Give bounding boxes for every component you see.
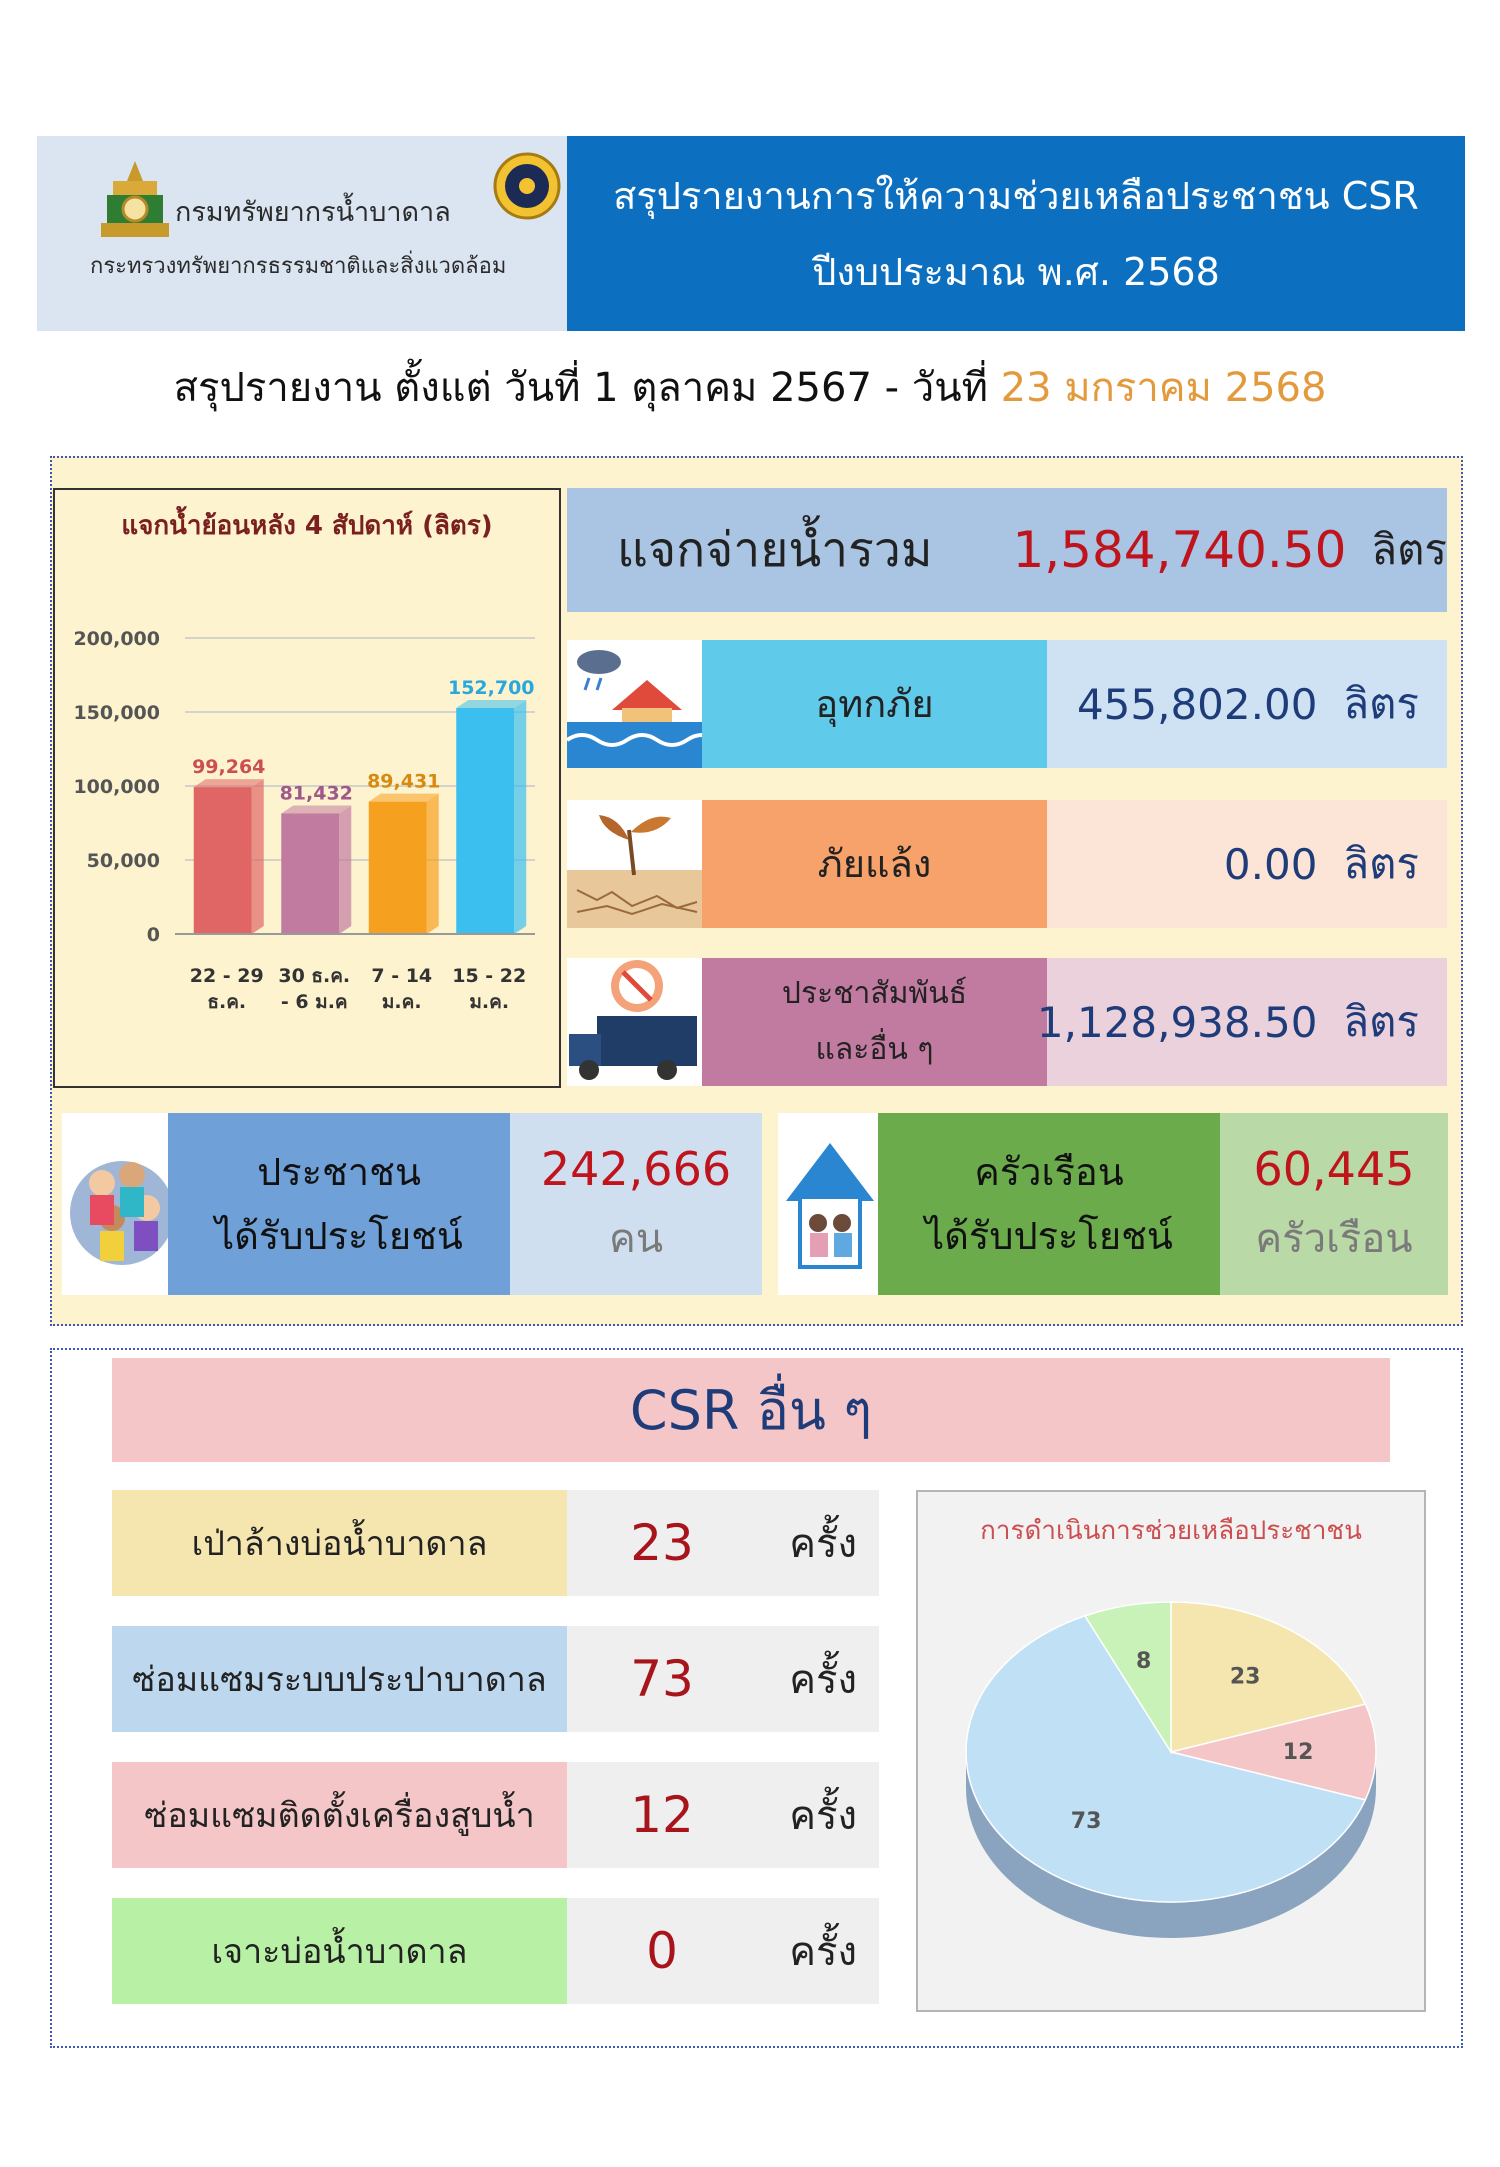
x-tick-label: 22 - 29 bbox=[189, 965, 264, 987]
bar-side bbox=[252, 779, 264, 934]
bar-value-label: 152,700 bbox=[447, 677, 535, 700]
bar-value-label: 99,264 bbox=[192, 756, 266, 779]
csr-item-label: ซ่อมแซมระบบประปาบาดาล bbox=[112, 1626, 567, 1732]
header-logo-panel bbox=[37, 136, 567, 331]
pie-title: การดำเนินการช่วยเหลือประชาชน bbox=[980, 1516, 1362, 1546]
bar-value-label: 89,431 bbox=[367, 770, 441, 793]
pie-chart-box bbox=[916, 1490, 1426, 2012]
y-tick-label: 100,000 bbox=[73, 776, 160, 798]
pr-value-box bbox=[1036, 958, 1447, 1086]
drought-label: ภัยแล้ง bbox=[702, 800, 1047, 928]
drought-value-box bbox=[1047, 800, 1447, 928]
people-value-box bbox=[510, 1113, 762, 1295]
y-tick-label: 0 bbox=[146, 924, 160, 946]
flood-icon bbox=[567, 640, 702, 768]
x-tick-label: 15 - 22 bbox=[452, 965, 527, 987]
fiscal-year: ปีงบประมาณ พ.ศ. 2568 bbox=[812, 249, 1220, 294]
chart-title: แจกน้ำย้อนหลัง 4 สัปดาห์ (ลิตร) bbox=[121, 511, 493, 541]
csr-item-value-box bbox=[567, 1898, 879, 2004]
pie-slice-label: 23 bbox=[1229, 1664, 1261, 1690]
bar-top bbox=[194, 779, 264, 787]
water-truck-icon bbox=[567, 958, 702, 1086]
ministry-seal-icon bbox=[492, 151, 562, 221]
department-emblem-icon bbox=[37, 136, 567, 331]
drought-icon bbox=[567, 800, 702, 928]
pr-label bbox=[702, 958, 1047, 1086]
bar-side bbox=[514, 700, 526, 934]
csr-item-value: 73 bbox=[630, 1650, 694, 1708]
households-label-line1: ครัวเรือน bbox=[974, 1150, 1124, 1194]
bar bbox=[369, 802, 427, 934]
csr-title: CSR อื่น ๆ bbox=[112, 1358, 1390, 1462]
x-tick-label: ม.ค. bbox=[381, 991, 422, 1013]
csr-item-value: 23 bbox=[630, 1514, 694, 1572]
report-period bbox=[0, 355, 1500, 419]
total-water-bar bbox=[567, 488, 1447, 612]
bar-top bbox=[281, 805, 351, 813]
x-tick-label: ธ.ค. bbox=[207, 991, 247, 1013]
people-value: 242,666 bbox=[540, 1142, 732, 1196]
bar bbox=[456, 708, 514, 934]
bar-top bbox=[369, 794, 439, 802]
households-unit: ครัวเรือน bbox=[1255, 1216, 1413, 1262]
report-title: สรุปรายงานการให้ความช่วยเหลือประชาชน CSR bbox=[613, 173, 1419, 218]
bar-value-label: 81,432 bbox=[279, 782, 353, 805]
x-tick-label: 7 - 14 bbox=[371, 965, 433, 987]
households-label-line2: ได้รับประโยชน์ bbox=[925, 1214, 1173, 1258]
bar-side bbox=[427, 794, 439, 934]
drought-unit: ลิตร bbox=[1343, 839, 1419, 888]
people-unit: คน bbox=[608, 1216, 664, 1262]
x-tick-label: ม.ค. bbox=[469, 991, 510, 1013]
y-tick-label: 150,000 bbox=[73, 702, 160, 724]
period-prefix: สรุปรายงาน ตั้งแต่ วันที่ 1 ตุลาคม 2567 - วันที่ bbox=[173, 365, 988, 411]
people-label bbox=[168, 1113, 510, 1295]
csr-item-label: เป่าล้างบ่อน้ำบาดาล bbox=[112, 1490, 567, 1596]
bar-side bbox=[339, 805, 351, 934]
bar bbox=[194, 787, 252, 934]
crowd-icon bbox=[62, 1113, 168, 1295]
pr-label-line1: ประชาสัมพันธ์ bbox=[781, 976, 968, 1011]
x-tick-label: - 6 ม.ค bbox=[280, 991, 348, 1013]
bar-chart-svg bbox=[55, 490, 559, 1086]
flood-unit: ลิตร bbox=[1343, 679, 1419, 728]
csr-item-value: 12 bbox=[630, 1786, 694, 1844]
x-tick-label: 30 ธ.ค. bbox=[278, 965, 351, 987]
households-value-box bbox=[1220, 1113, 1448, 1295]
csr-item-unit: ครั้ง bbox=[789, 1521, 857, 1567]
drought-value: 0.00 bbox=[1223, 839, 1318, 889]
csr-item-value: 0 bbox=[646, 1922, 678, 1980]
bar-top bbox=[456, 700, 526, 708]
csr-item-unit: ครั้ง bbox=[789, 1793, 857, 1839]
flood-label: อุทกภัย bbox=[702, 640, 1047, 768]
households-value: 60,445 bbox=[1253, 1142, 1415, 1196]
total-value: 1,584,740.50 bbox=[1012, 521, 1347, 579]
flood-value: 455,802.00 bbox=[1076, 679, 1318, 729]
people-label-line2: ได้รับประโยชน์ bbox=[215, 1214, 463, 1258]
people-label-line1: ประชาชน bbox=[257, 1150, 421, 1194]
csr-item-value-box bbox=[567, 1490, 879, 1596]
flood-value-box bbox=[1047, 640, 1447, 768]
header-title-panel bbox=[567, 136, 1465, 331]
csr-item-value-box bbox=[567, 1762, 879, 1868]
pr-label-line2: และอื่น ๆ bbox=[815, 1032, 934, 1067]
total-unit: ลิตร bbox=[1371, 525, 1447, 574]
pie-chart-svg bbox=[918, 1492, 1424, 2010]
csr-item-label: เจาะบ่อน้ำบาดาล bbox=[112, 1898, 567, 2004]
weekly-bar-chart bbox=[53, 488, 561, 1088]
y-tick-label: 200,000 bbox=[73, 628, 160, 650]
ministry-name: กระทรวงทรัพยากรธรรมชาติและสิ่งแวดล้อม bbox=[90, 254, 507, 279]
bar bbox=[281, 813, 339, 934]
csr-item-unit: ครั้ง bbox=[789, 1657, 857, 1703]
y-tick-label: 50,000 bbox=[86, 850, 160, 872]
pr-unit: ลิตร bbox=[1343, 997, 1419, 1046]
department-name: กรมทรัพยากรน้ำบาดาล bbox=[175, 197, 451, 228]
csr-item-label: ซ่อมแซมติดตั้งเครื่องสูบน้ำ bbox=[112, 1762, 567, 1868]
total-label: แจกจ่ายน้ำรวม bbox=[617, 522, 933, 578]
pie-slice-label: 73 bbox=[1070, 1809, 1102, 1835]
pie-slice-label: 8 bbox=[1136, 1649, 1152, 1675]
csr-item-unit: ครั้ง bbox=[789, 1929, 857, 1975]
period-date: 23 มกราคม 2568 bbox=[1000, 365, 1327, 411]
households-label bbox=[878, 1113, 1220, 1295]
house-family-icon bbox=[778, 1113, 878, 1295]
pr-value: 1,128,938.50 bbox=[1036, 997, 1318, 1047]
csr-item-value-box bbox=[567, 1626, 879, 1732]
pie-slice-label: 12 bbox=[1282, 1740, 1314, 1765]
